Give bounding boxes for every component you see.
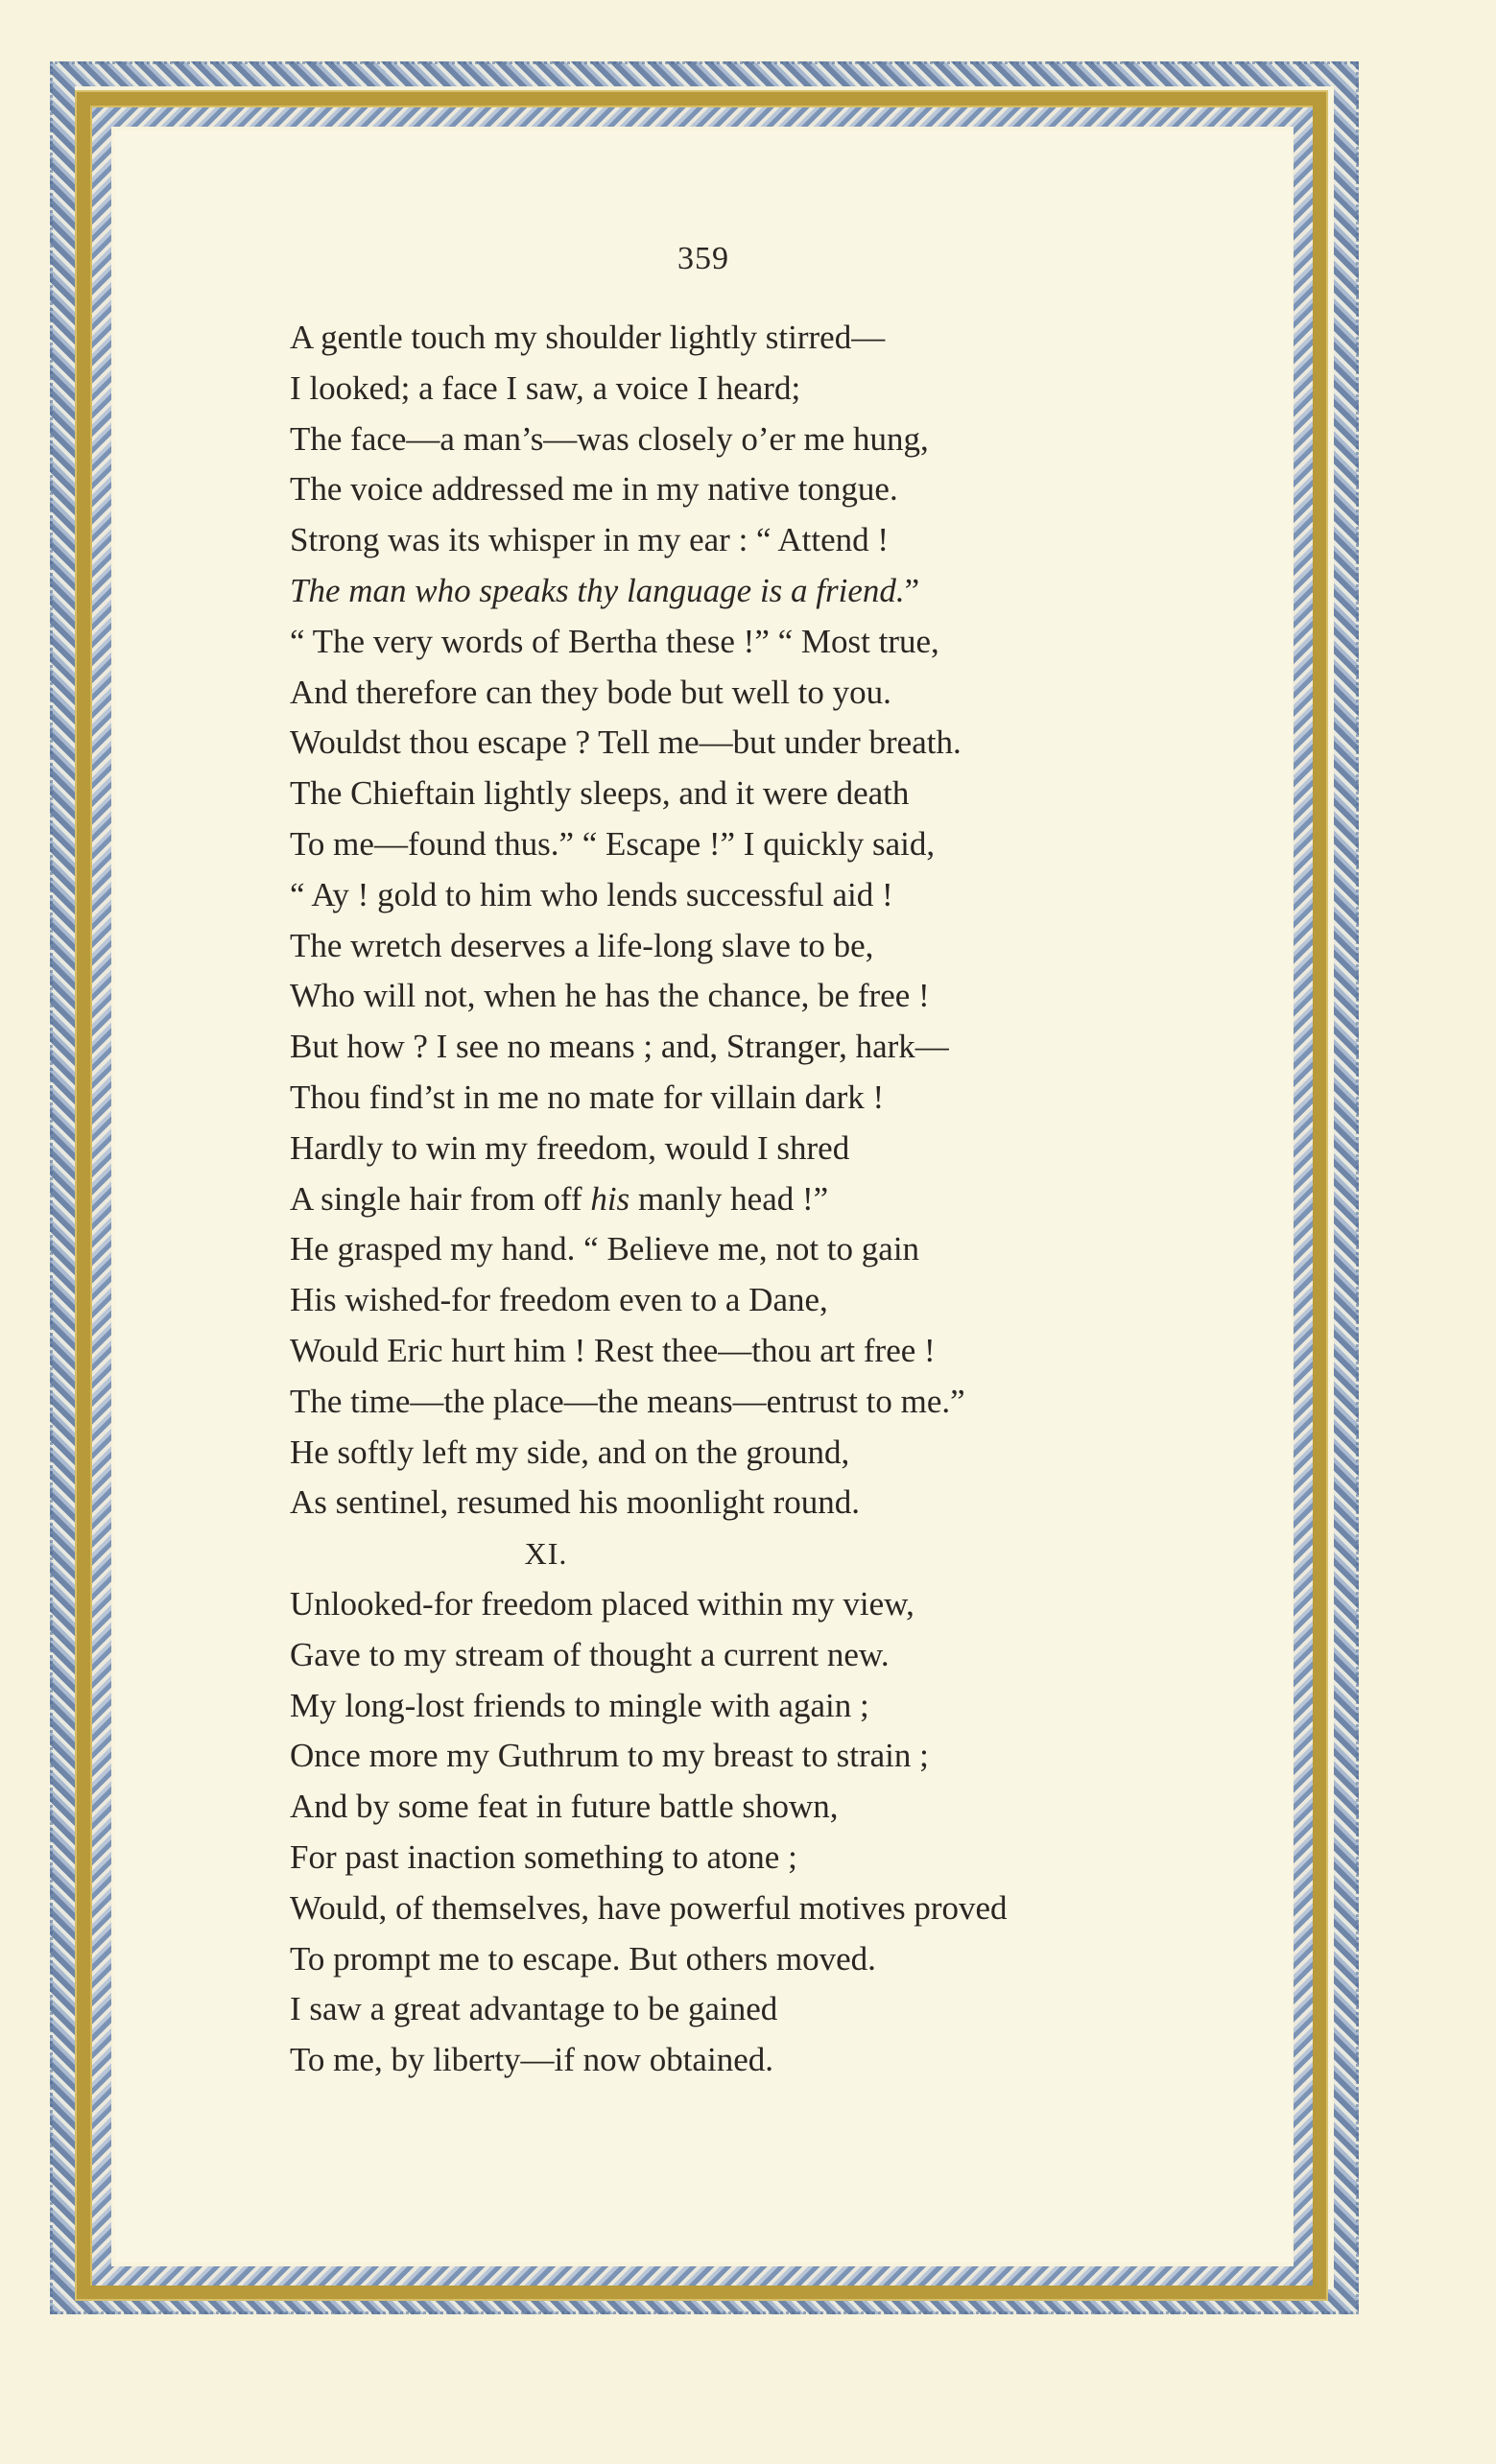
poem-line: The face—a man’s—was closely o’er me hung,: [290, 419, 929, 458]
poem-line: The time—the place—the means—entrust to me.”: [290, 1382, 965, 1420]
his-line-after: manly head !”: [629, 1179, 829, 1218]
poem-line: Would, of themselves, have powerful motives proved: [290, 1888, 1008, 1927]
poem-line-his: [290, 1174, 1249, 1225]
poem-line: The Chieftain lightly sleeps, and it were death: [290, 774, 910, 813]
poem-text: [290, 313, 1249, 2086]
closing-quote: ”: [904, 571, 920, 609]
page-number: 359: [677, 241, 729, 276]
section-numeral: XI.: [524, 1536, 568, 1572]
poem-line: Would Eric hurt him ! Rest thee—thou art free !: [290, 1331, 936, 1369]
poem-line: Hardly to win my freedom, would I shred: [290, 1128, 850, 1167]
poem-line: As sentinel, resumed his moonlight round.: [290, 1483, 860, 1522]
poem-line: “ Ay ! gold to him who lends successful aid !: [290, 875, 893, 913]
poem-line: The wretch deserves a life-long slave to be,: [290, 926, 874, 964]
his-line-before: A single hair from off: [290, 1179, 591, 1218]
poem-line: Strong was its whisper in my ear : “ Attend !: [290, 521, 890, 559]
poem-line: For past inaction something to atone ;: [290, 1837, 797, 1876]
poem-line: To me—found thus.” “ Escape !” I quickly said,: [290, 824, 936, 863]
poem-line: Once more my Guthrum to my breast to strain ;: [290, 1737, 929, 1775]
poem-line: Unlooked-for freedom placed within my view,: [290, 1584, 914, 1623]
poem-line-italic: [290, 566, 1249, 617]
poem-line: I looked; a face I saw, a voice I heard;: [290, 368, 801, 407]
poem-line: And therefore can they bode but well to you.: [290, 673, 891, 711]
poem-line: A gentle touch my shoulder lightly stirred—: [290, 319, 886, 356]
poem-line: The voice addressed me in my native tongue.: [290, 470, 898, 509]
poem-line: He grasped my hand. “ Believe me, not to gain: [290, 1230, 920, 1268]
poem-line: I saw a great advantage to be gained: [290, 1990, 778, 2028]
poem-line: My long-lost friends to mingle with again ;: [290, 1686, 869, 1724]
poem-line: Wouldst thou escape ? Tell me—but under breath.: [290, 723, 962, 762]
poem-line: And by some feat in future battle shown,: [290, 1788, 839, 1826]
poem-line: To me, by liberty—if now obtained.: [290, 2041, 773, 2079]
poem-line: “ The very words of Bertha these !” “ Most true,: [290, 622, 939, 660]
poem-line: To prompt me to escape. But others moved.: [290, 1939, 876, 1978]
poem-line: Thou find’st in me no mate for villain dark !: [290, 1078, 885, 1116]
poem-line: Gave to my stream of thought a current new.: [290, 1635, 890, 1673]
italic-quote: The man who speaks thy language is a friend.: [290, 571, 905, 609]
poem-line: Who will not, when he has the chance, be free !: [290, 977, 930, 1015]
poem-line: But how ? I see no means ; and, Stranger, hark—: [290, 1028, 949, 1066]
poem-line: He softly left my side, and on the ground,: [290, 1433, 850, 1471]
poem-line: His wished-for freedom even to a Dane,: [290, 1281, 828, 1319]
his-italic: his: [590, 1179, 630, 1218]
page-panel: [115, 130, 1292, 2263]
